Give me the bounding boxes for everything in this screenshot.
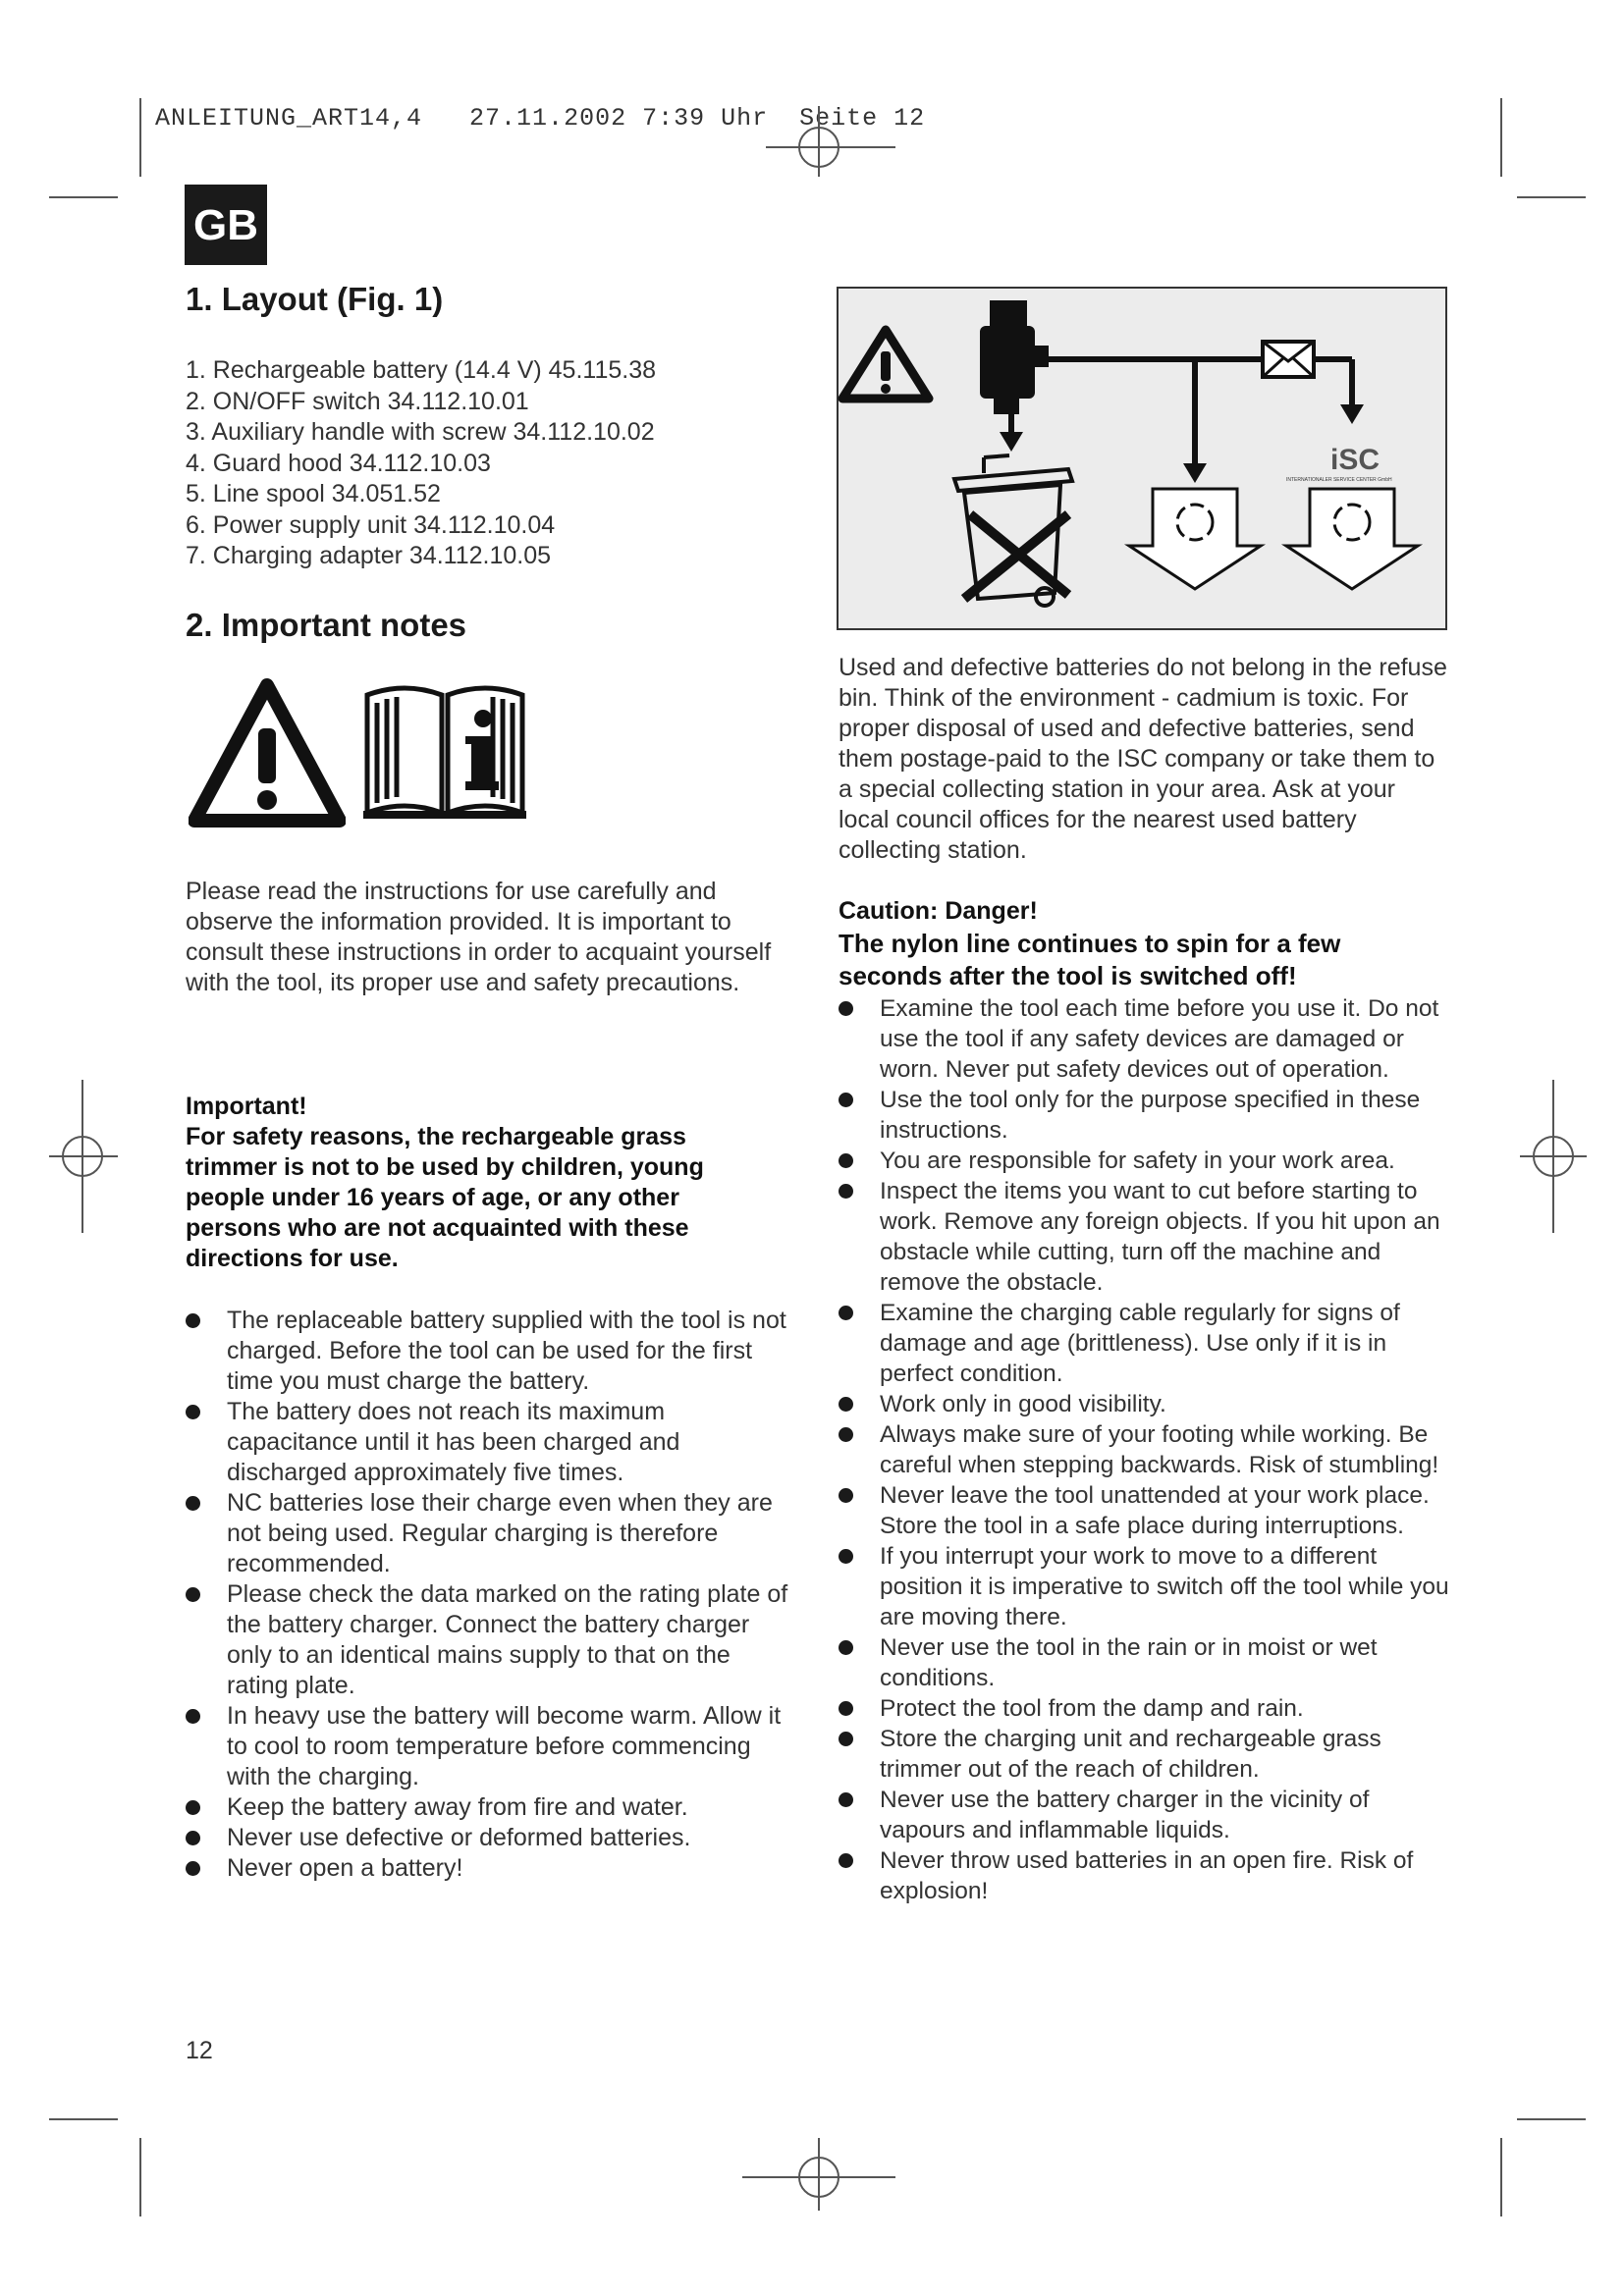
- bullet-icon: [839, 1792, 853, 1807]
- language-badge: GB: [185, 185, 267, 265]
- bullet-icon: [839, 1853, 853, 1868]
- list-item: Store the charging unit and rechargeable grass trimmer out of the reach of children.: [839, 1724, 1449, 1785]
- bullet-icon: [839, 1093, 853, 1107]
- bullet-icon: [186, 1496, 200, 1511]
- bullet-icon: [186, 1709, 200, 1724]
- bullet-icon: [839, 1488, 853, 1503]
- isc-logo: iSC: [1330, 444, 1380, 476]
- warning-triangle-icon: [189, 677, 346, 830]
- list-item: 2. ON/OFF switch 34.112.10.01: [186, 387, 529, 415]
- envelope-icon: [1263, 342, 1314, 377]
- list-item: Please check the data marked on the rating plate of the battery charger. Connect the battery charger only to an identical mains supply to that on the rating plate.: [186, 1579, 794, 1701]
- bullet-icon: [839, 1153, 853, 1168]
- isc-subtitle: INTERNATIONALER SERVICE CENTER GmbH: [1286, 477, 1392, 483]
- bullet-icon: [839, 1397, 853, 1412]
- disposal-paragraph: Used and defective batteries do not belong in the refuse bin. Think of the environment - cadmium is toxic. For proper disposal of used and defective batteries, send them postage-paid to the ISC company or take them to a special collecting station in your area. Ask at your local council offices for the nearest used battery collecting station.: [839, 654, 1447, 864]
- bullet-icon: [839, 1732, 853, 1746]
- list-item: Examine the tool each time before you use it. Do not use the tool if any safety devices are damaged or worn. Never put safety devices out of operation.: [839, 993, 1449, 1085]
- list-item: Always make sure of your footing while working. Be careful when stepping backwards. Risk of stumbling!: [839, 1419, 1449, 1480]
- caution-subheading: The nylon line continues to spin for a few seconds after the tool is switched off!: [839, 929, 1341, 990]
- bullet-icon: [839, 1640, 853, 1655]
- list-item: In heavy use the battery will become warm. Allow it to cool to room temperature before commencing with the charging.: [186, 1701, 794, 1792]
- list-item: If you interrupt your work to move to a different position it is imperative to switch off the tool while you are moving there.: [839, 1541, 1449, 1632]
- important-text: For safety reasons, the rechargeable grass trimmer is not to be used by children, young people under 16 years of age, or any other persons who are not acquainted with these directions for use.: [186, 1123, 704, 1272]
- list-item: Never throw used batteries in an open fire. Risk of explosion!: [839, 1845, 1449, 1906]
- bullet-icon: [839, 1549, 853, 1564]
- section-1-title: 1. Layout (Fig. 1): [186, 281, 444, 317]
- list-item: Never use defective or deformed batteries.: [186, 1823, 794, 1853]
- list-item: Never use the tool in the rain or in moist or wet conditions.: [839, 1632, 1449, 1693]
- safety-instructions-list: [839, 993, 1449, 1906]
- battery-notes-list: [186, 1306, 794, 1884]
- bullet-icon: [186, 1313, 200, 1328]
- bullet-icon: [839, 1306, 853, 1320]
- list-item: 7. Charging adapter 34.112.10.05: [186, 542, 552, 569]
- section-2-title: 2. Important notes: [186, 607, 467, 643]
- bullet-icon: [186, 1405, 200, 1419]
- list-item: Work only in good visibility.: [839, 1389, 1449, 1419]
- print-slug-line: ANLEITUNG_ART14,4 27.11.2002 7:39 Uhr Seite 12: [155, 104, 926, 133]
- bullet-icon: [839, 1001, 853, 1016]
- bullet-icon: [186, 1831, 200, 1845]
- list-item: Never open a battery!: [186, 1853, 794, 1884]
- list-item: Keep the battery away from fire and water.: [186, 1792, 794, 1823]
- bullet-icon: [186, 1587, 200, 1602]
- list-item: Use the tool only for the purpose specified in these instructions.: [839, 1085, 1449, 1146]
- list-item: Never leave the tool unattended at your work place. Store the tool in a safe place during interruptions.: [839, 1480, 1449, 1541]
- bullet-icon: [186, 1861, 200, 1876]
- list-item: 3. Auxiliary handle with screw 34.112.10.02: [186, 418, 655, 446]
- page-number: 12: [186, 2037, 213, 2064]
- caution-heading: Caution: Danger!: [839, 897, 1038, 925]
- bullet-icon: [839, 1427, 853, 1442]
- list-item: The replaceable battery supplied with the tool is not charged. Before the tool can be used for the first time you must charge the battery.: [186, 1306, 794, 1397]
- list-item: 6. Power supply unit 34.112.10.04: [186, 510, 556, 539]
- important-heading: Important!: [186, 1093, 307, 1120]
- list-item: Never use the battery charger in the vicinity of vapours and inflammable liquids.: [839, 1785, 1449, 1845]
- bullet-icon: [839, 1184, 853, 1199]
- bullet-icon: [186, 1800, 200, 1815]
- list-item: 5. Line spool 34.051.52: [186, 480, 441, 507]
- read-manual-book-icon: [361, 677, 528, 823]
- list-item: NC batteries lose their charge even when they are not being used. Regular charging is therefore recommended.: [186, 1488, 794, 1579]
- battery-disposal-figure: [837, 287, 1447, 630]
- list-item: 4. Guard hood 34.112.10.03: [186, 449, 491, 477]
- list-item: 1. Rechargeable battery (14.4 V) 45.115.38: [186, 356, 657, 384]
- layout-parts-list: [186, 355, 656, 572]
- bullet-icon: [839, 1701, 853, 1716]
- list-item: You are responsible for safety in your work area.: [839, 1146, 1449, 1176]
- list-item: Examine the charging cable regularly for signs of damage and age (brittleness). Use only if it is in perfect condition.: [839, 1298, 1449, 1389]
- list-item: Inspect the items you want to cut before starting to work. Remove any foreign objects. If you hit upon an obstacle while cutting, turn off the machine and remove the obstacle.: [839, 1176, 1449, 1298]
- list-item: The battery does not reach its maximum capacitance until it has been charged and discharged approximately five times.: [186, 1397, 794, 1488]
- intro-paragraph: Please read the instructions for use carefully and observe the information provided. It is important to consult these instructions in order to acquaint yourself with the tool, its proper use and safety precautions.: [186, 878, 772, 996]
- list-item: Protect the tool from the damp and rain.: [839, 1693, 1449, 1724]
